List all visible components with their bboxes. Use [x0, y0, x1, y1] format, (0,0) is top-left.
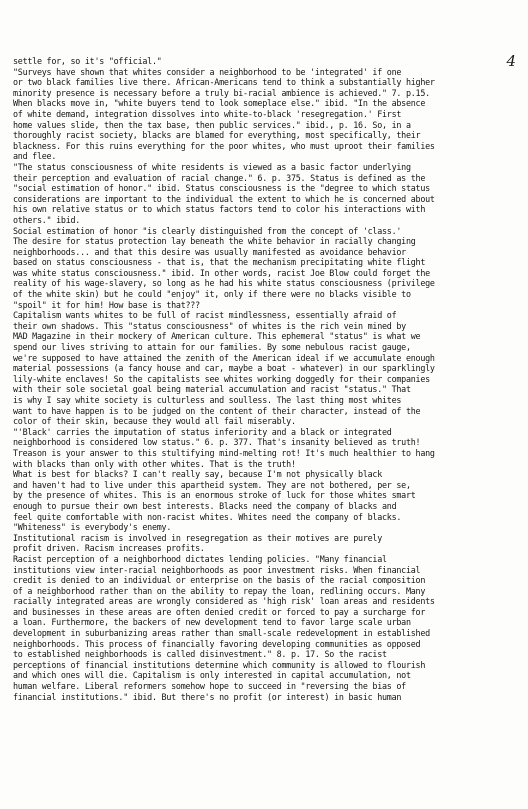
body-text — [13, 56, 518, 702]
text-line: MAD Magazine in their mockery of American culture. This ephemeral "status" is what we — [13, 331, 421, 342]
text-line: perceptions of financial institutions determine which community is allowed to flourish — [13, 659, 426, 670]
text-line: based on status consciousness - that is, that the mechanism precipitating white flight — [13, 257, 426, 268]
text-line: by the presence of whites. This is an enormous stroke of luck for those whites smart — [13, 490, 416, 501]
text-line: neighborhood is considered low status." 6. p. 377. That's insanity believed as truth! — [13, 437, 421, 448]
text-line: was white status consciousness." ibid. In other words, racist Joe Blow could forget the — [13, 267, 430, 278]
text-line: want to have happen is to be judged on the content of their character, instead of the — [13, 405, 421, 416]
text-line: neighborhoods. This process of financially favoring developing communities as opposed — [13, 638, 421, 649]
text-line: "social estimation of honor." ibid. Status consciousness is the "degree to which status — [13, 183, 430, 194]
text-line: "'Black' carries the imputation of status inferiority and a black or integrated — [13, 426, 392, 437]
text-line: human welfare. Liberal reformers somehow hope to succeed in "reversing the bias of — [13, 681, 406, 692]
text-line: of the white skin) but he could "enjoy" it, only if there were no blacks visible to — [13, 289, 411, 300]
text-line: or two black families live there. African-Americans tend to think a substantially higher — [13, 77, 435, 88]
text-line: considerations are important to the individual the extent to which he is concerned about — [13, 193, 435, 204]
text-line: thoroughly racist society, blacks are blamed for everything, most specifically, their — [13, 130, 421, 141]
page-number: 4 — [506, 52, 516, 70]
text-line: The desire for status protection lay beneath the white behavior in racially changing — [13, 236, 416, 247]
text-line: credit is denied to an individual or enterprise on the basis of the racial composition — [13, 575, 426, 586]
text-line: and flee. — [13, 151, 57, 162]
text-line: to established neighborhoods is called disinvestment." 8. p. 17. So the racist — [13, 649, 387, 660]
text-line: "spoil" it for him! How base is that??? — [13, 299, 200, 310]
text-line: Institutional racism is involved in resegregation as their motives are purely — [13, 532, 382, 543]
text-line: others." ibid. — [13, 214, 81, 225]
text-line: is why I say white society is culturless and soulless. The last thing most whites — [13, 395, 402, 405]
text-line: lily-white enclaves! So the capitalists see whites working doggedly for their companies — [13, 373, 430, 384]
text-line: Treason is your answer to this stultifying mind-melting rot! It's much healthier to hang — [13, 447, 435, 458]
text-line: and haven't had to live under this apartheid system. They are not bothered, per se, — [13, 479, 411, 490]
text-line: and which ones will die. Capitalism is only interested in capital accumulation, not — [13, 670, 411, 681]
text-line: racially integrated areas are wrongly considered as 'high risk' loan areas and residents — [13, 596, 435, 607]
text-line: settle for, so it's "official." — [13, 56, 162, 66]
text-line: of a neighborhood rather than on the ability to repay the loan, redlining occurs. Many — [13, 585, 426, 596]
text-line: home values slide, then the tax base, then public services." ibid., p. 16. So, in a — [13, 119, 411, 130]
text-line: with their sole societal goal being material accumulation and racist "status." That — [13, 384, 411, 395]
text-line: When blacks move in, "white buyers tend to look someplace else." ibid. "In the absence — [13, 98, 426, 109]
text-line: What is best for blacks? I can't really say, because I'm not physically black — [13, 469, 382, 480]
text-line: color of their skin, because they would all fail miserably. — [13, 416, 296, 427]
text-line: development in suburbanizing areas rather than small-scale redevelopment in established — [13, 628, 430, 639]
text-line: their perception and evaluation of racial change." 6. p. 375. Status is defined as the — [13, 172, 426, 183]
text-line: Social estimation of honor "is clearly distinguished from the concept of 'class.' — [13, 225, 402, 236]
text-line: reality of his wage-slavery, so long as he had his white status consciousness (privilege — [13, 278, 435, 289]
text-line: of white demand, integration dissolves into white-to-black 'resegregation.' First — [13, 108, 402, 119]
text-line: blackness. For this ruins everything for the poor whites, who must uproot their families — [13, 140, 435, 151]
text-line: Capitalism wants whites to be full of racist mindlessness, essentially afraid of — [13, 310, 397, 321]
text-line: minority presence is necessary before a truly bi-racial ambience is achieved." 7. p.15. — [13, 87, 430, 98]
text-line: "The status consciousness of white residents is viewed as a basic factor underlying — [13, 161, 411, 172]
text-line: enough to pursue their own best interests. Blacks need the company of blacks and — [13, 500, 397, 511]
text-line: his own relative status or to which status factors tend to color his interactions with — [13, 204, 426, 215]
text-line: profit driven. Racism increases profits. — [13, 543, 205, 554]
text-line: Racist perception of a neighborhood dictates lending policies. "Many financial — [13, 553, 387, 564]
text-line: "Surveys have shown that whites consider a neighborhood to be 'integrated' if one — [13, 66, 402, 77]
text-line: neighborhoods... and that this desire was usually manifested as avoidance behavior — [13, 246, 406, 257]
text-line: feel quite comfortable with non-racist whites. Whites need the company of blacks. — [13, 511, 402, 522]
text-line: spend our lives striving to attain for our families. By some nebulous racist gauge, — [13, 342, 411, 353]
text-line: material possessions (a fancy house and car, maybe a boat - whatever) in our sparklingly — [13, 363, 435, 374]
text-line: financial institutions." ibid. But there's no profit (or interest) in basic human — [13, 691, 402, 702]
text-line: and businesses in these areas are often denied credit or forced to pay a surcharge for — [13, 606, 426, 617]
text-line: their own shadows. This "status consciousness" of whites is the rich vein mined by — [13, 320, 406, 331]
text-line: institutions view inter-racial neighborhoods as poor investment risks. When financial — [13, 564, 421, 575]
text-line: "Whiteness" is everybody's enemy. — [13, 522, 172, 533]
text-line: we're supposed to have attained the zenith of the American ideal if we accumulate enough — [13, 352, 435, 363]
text-line: with blacks than only with other whites. That is the truth! — [13, 458, 296, 469]
text-line: a loan. Furthermore, the backers of new development tend to favor large scale urban — [13, 617, 411, 628]
